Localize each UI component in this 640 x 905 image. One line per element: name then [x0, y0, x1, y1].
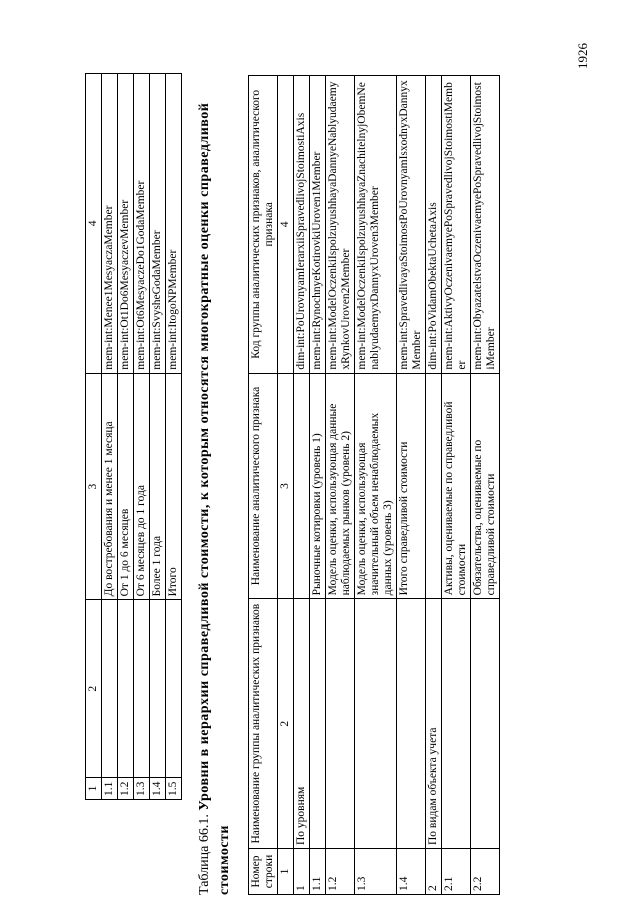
group-name	[355, 599, 397, 849]
caption-prefix: Таблица 66.1.	[197, 814, 212, 895]
row-number: 2.2	[471, 849, 500, 895]
row-number: 1.5	[166, 778, 182, 800]
group-name: По уровням	[294, 599, 310, 849]
table-row	[355, 76, 397, 895]
table-row	[102, 74, 118, 800]
table-1-header-row	[86, 74, 102, 800]
attribute-name	[294, 373, 310, 599]
group-name	[118, 600, 134, 778]
attribute-code: mem-int:Ot6MesyaczeDo1GodaMember	[134, 74, 150, 374]
attribute-code: mem-int:RynochnyeKotirovkiUroven1Member	[310, 76, 326, 374]
group-name	[134, 600, 150, 778]
attribute-code: mem-int:ModelOczenkiIspolzuyushhayaDannyeNablyudaemyxRynkovUroven2Member	[326, 76, 355, 374]
attribute-code: mem-int:ObyazatelstvaOczenivaemyePoSpravedlivojStoimostiMember	[471, 76, 500, 374]
attribute-name: Модель оценки, использующая значительный объем ненаблюдаемых данных (уровень 3)	[355, 373, 397, 599]
group-name	[102, 600, 118, 778]
column-number: 4	[278, 76, 294, 374]
column-number: 3	[278, 373, 294, 599]
attribute-name: Рыночные котировки (уровень 1)	[310, 373, 326, 599]
row-number: 1.2	[118, 778, 134, 800]
group-name	[442, 599, 471, 849]
attribute-code: mem-int:Menee1MesyaczaMember	[102, 74, 118, 374]
table-2-column-numbers	[278, 76, 294, 895]
table-row	[166, 74, 182, 800]
table-1-header-cell: 2	[86, 600, 102, 778]
table-row	[118, 74, 134, 800]
table-row	[442, 76, 471, 895]
table-1-header-cell: 3	[86, 373, 102, 600]
group-name	[166, 600, 182, 778]
row-number: 1.3	[355, 849, 397, 895]
group-name	[310, 599, 326, 849]
group-name	[326, 599, 355, 849]
row-number: 1.4	[397, 849, 426, 895]
row-number: 2	[426, 849, 442, 895]
attribute-code: mem-int:ModelOczenkiIspolzuyushhayaZnachitelnyjObemNenablyudaemyxDannyxUroven3Member	[355, 76, 397, 374]
table-2-header-cell: Наименование аналитического признака	[249, 373, 278, 599]
group-name	[471, 599, 500, 849]
row-number: 2.1	[442, 849, 471, 895]
table-row	[426, 76, 442, 895]
attribute-code: mem-int:SvysheGodaMember	[150, 74, 166, 374]
attribute-code: mem-int:AktivyOczenivaemyePoSpravedlivojStoimostiMember	[442, 76, 471, 374]
table-row	[397, 76, 426, 895]
table-row	[471, 76, 500, 895]
table-row	[134, 74, 150, 800]
table-2	[248, 75, 500, 895]
attribute-name: Активы, оцениваемые по справедливой стоимости	[442, 373, 471, 599]
page-number: 1926	[575, 43, 590, 69]
attribute-name: От 6 месяцев до 1 года	[134, 373, 150, 600]
row-number: 1.1	[102, 778, 118, 800]
attribute-code: dim-int:PoUrovnyamIerarxiiSpravedlivojStoimostiAxis	[294, 76, 310, 374]
table-row	[310, 76, 326, 895]
attribute-name: До востребования и менее 1 месяца	[102, 373, 118, 600]
column-number: 1	[278, 849, 294, 895]
table-2-header-cell: Наименование группы аналитических признаков	[249, 599, 278, 849]
attribute-name	[426, 373, 442, 599]
table-2-header-cell: Номер строки	[249, 849, 278, 895]
table-caption	[195, 75, 235, 895]
table-1-header-cell: 4	[86, 74, 102, 374]
row-number: 1.1	[310, 849, 326, 895]
attribute-code: mem-int:ItogoNPMember	[166, 74, 182, 374]
attribute-code: mem-int:SpravedlivayaStoimostPoUrovnyamIsxodnyxDannyxMember	[397, 76, 426, 374]
table-1-header-cell: 1	[86, 778, 102, 800]
table-1	[85, 73, 182, 800]
attribute-code: mem-int:Ot1Do6MesyaczevMember	[118, 74, 134, 374]
attribute-name: Более 1 года	[150, 373, 166, 600]
table-row	[294, 76, 310, 895]
attribute-name: От 1 до 6 месяцев	[118, 373, 134, 600]
caption-title: Уровни в иерархии справедливой стоимости, к которым относятся многократные оценки справедливой стоимости	[197, 102, 232, 895]
table-2-header-row	[249, 76, 278, 895]
row-number: 1	[294, 849, 310, 895]
attribute-name: Итого	[166, 373, 182, 600]
attribute-name: Обязательства, оцениваемые по справедливой стоимости	[471, 373, 500, 599]
row-number: 1.2	[326, 849, 355, 895]
table-row	[150, 74, 166, 800]
row-number: 1.4	[150, 778, 166, 800]
table-row	[326, 76, 355, 895]
attribute-code: dim-int:PoVidamObektaUchetaAxis	[426, 76, 442, 374]
group-name: По видам объекта учета	[426, 599, 442, 849]
attribute-name: Модель оценки, использующая данные наблюдаемых рынков (уровень 2)	[326, 373, 355, 599]
column-number: 2	[278, 599, 294, 849]
row-number: 1.3	[134, 778, 150, 800]
table-2-header-cell: Код группы аналитических признаков, аналитического признака	[249, 76, 278, 374]
group-name	[150, 600, 166, 778]
group-name	[397, 599, 426, 849]
attribute-name: Итого справедливой стоимости	[397, 373, 426, 599]
